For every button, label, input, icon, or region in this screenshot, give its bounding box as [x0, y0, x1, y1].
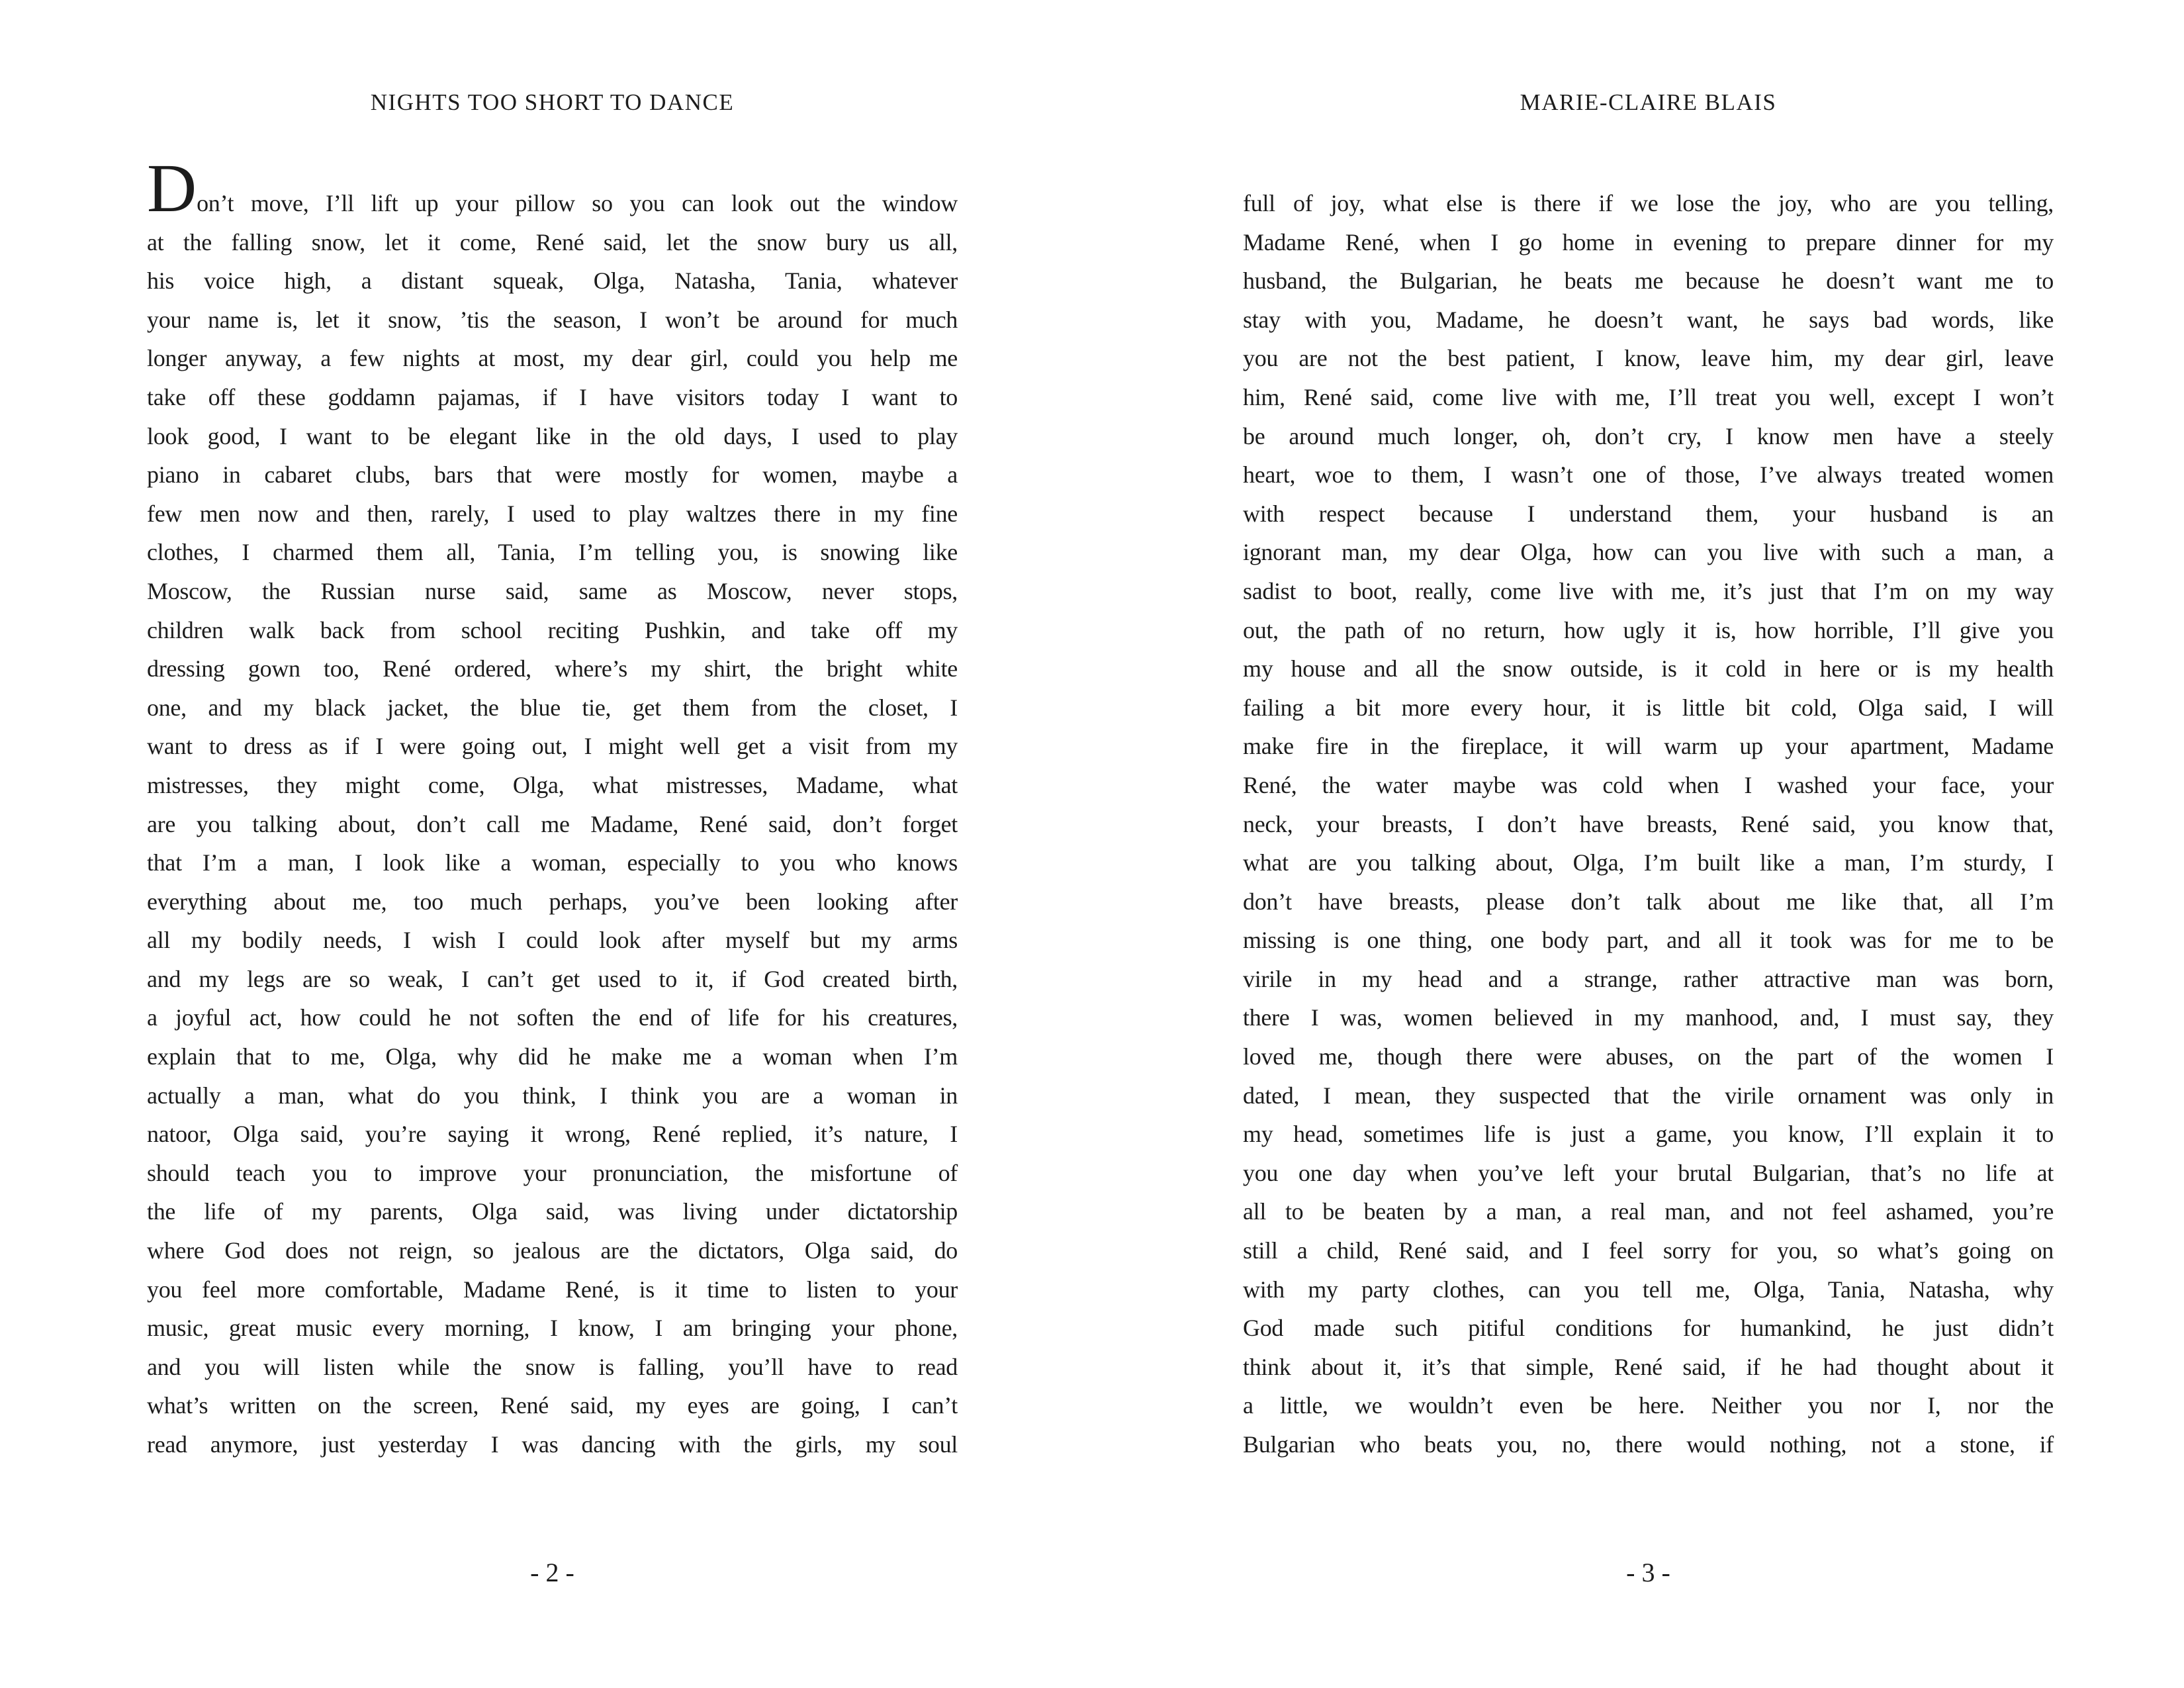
- text-line: virile in my head and a strange, rather attractive man was born,: [1243, 965, 2054, 992]
- text-line: sadist to boot, really, come live with me, it’s just that I’m on my way: [1243, 577, 2054, 604]
- text-line: René, the water maybe was cold when I washed your face, your: [1243, 771, 2054, 798]
- text-line: that I’m a man, I look like a woman, especially to you who knows: [147, 849, 958, 876]
- text-line: you feel more comfortable, Madame René, is it time to listen to your: [147, 1276, 958, 1303]
- text-line: and you will listen while the snow is falling, you’ll have to read: [147, 1353, 958, 1380]
- page-number-right: - 3 -: [1626, 1558, 1670, 1587]
- text-line: my head, sometimes life is just a game, you know, I’ll explain it to: [1243, 1121, 2054, 1148]
- text-line: one, and my black jacket, the blue tie, get them from the closet, I: [147, 694, 958, 721]
- text-line: want to dress as if I were going out, I might well get a visit from my: [147, 733, 958, 760]
- text-line: a little, we wouldn’t even be here. Neither you nor I, nor the: [1243, 1392, 2054, 1419]
- text-line: his voice high, a distant squeak, Olga, Natasha, Tania, whatever: [147, 267, 958, 295]
- text-line: you are not the best patient, I know, leave him, my dear girl, leave: [1243, 345, 2054, 372]
- text-line: all to be beaten by a man, a real man, and not feel ashamed, you’re: [1243, 1198, 2054, 1225]
- text-line: dressing gown too, René ordered, where’s my shirt, the bright white: [147, 655, 958, 682]
- text-line: what are you talking about, Olga, I’m built like a man, I’m sturdy, I: [1243, 849, 2054, 876]
- text-line: clothes, I charmed them all, Tania, I’m telling you, is snowing like: [147, 539, 958, 566]
- text-line: actually a man, what do you think, I think you are a woman in: [147, 1082, 958, 1109]
- text-line: mistresses, they might come, Olga, what mistresses, Madame, what: [147, 771, 958, 798]
- page-text-right: [1243, 184, 2054, 1464]
- text-line: read anymore, just yesterday I was dancing with the girls, my soul: [147, 1431, 958, 1458]
- text-line: should teach you to improve your pronunciation, the misfortune of: [147, 1159, 958, 1186]
- text-line: piano in cabaret clubs, bars that were mostly for women, maybe a: [147, 461, 958, 489]
- text-line: stay with you, Madame, he doesn’t want, he says bad words, like: [1243, 306, 2054, 333]
- text-line: don’t have breasts, please don’t talk about me like that, all I’m: [1243, 888, 2054, 915]
- text-line: Moscow, the Russian nurse said, same as Moscow, never stops,: [147, 577, 958, 604]
- text-line-first: [147, 150, 958, 226]
- text-line: dated, I mean, they suspected that the virile ornament was only in: [1243, 1082, 2054, 1109]
- text-line: missing is one thing, one body part, and all it took was for me to be: [1243, 927, 2054, 954]
- text-line: at the falling snow, let it come, René said, let the snow bury us all,: [147, 228, 958, 256]
- text-line: be around much longer, oh, don’t cry, I know men have a steely: [1243, 422, 2054, 449]
- text-line: all my bodily needs, I wish I could look after myself but my arms: [147, 927, 958, 954]
- text-line: you one day when you’ve left your brutal Bulgarian, that’s no life at: [1243, 1159, 2054, 1186]
- text-line: there I was, women believed in my manhood, and, I must say, they: [1243, 1004, 2054, 1031]
- text-line: ignorant man, my dear Olga, how can you live with such a man, a: [1243, 539, 2054, 566]
- text-line: where God does not reign, so jealous are the dictators, Olga said, do: [147, 1237, 958, 1264]
- text-line: my house and all the snow outside, is it cold in here or is my health: [1243, 655, 2054, 682]
- running-header-book-title: NIGHTS TOO SHORT TO DANCE: [370, 89, 735, 115]
- text-line: make fire in the fireplace, it will warm up your apartment, Madame: [1243, 733, 2054, 760]
- text-line: Bulgarian who beats you, no, there would nothing, not a stone, if: [1243, 1431, 2054, 1458]
- text-line: look good, I want to be elegant like in the old days, I used to play: [147, 422, 958, 449]
- text-line: a joyful act, how could he not soften the end of life for his creatures,: [147, 1004, 958, 1031]
- text-lines-right: [1243, 184, 2054, 1464]
- page-number-left: - 2 -: [530, 1558, 574, 1587]
- text-line: children walk back from school reciting Pushkin, and take off my: [147, 616, 958, 643]
- first-line-text: on’t move, I’ll lift up your pillow so you can look out the window: [197, 190, 958, 216]
- text-line: loved me, though there were abuses, on the part of the women I: [1243, 1043, 2054, 1070]
- text-line: take off these goddamn pajamas, if I have visitors today I want to: [147, 383, 958, 410]
- text-line: and my legs are so weak, I can’t get used to it, if God created birth,: [147, 965, 958, 992]
- text-line: explain that to me, Olga, why did he make me a woman when I’m: [147, 1043, 958, 1070]
- initial-raised-cap: D: [147, 150, 197, 226]
- page-text-left: [147, 150, 958, 1464]
- text-line: are you talking about, don’t call me Madame, René said, don’t forget: [147, 810, 958, 837]
- text-line: still a child, René said, and I feel sorry for you, so what’s going on: [1243, 1237, 2054, 1264]
- running-header-author-name: MARIE-CLAIRE BLAIS: [1520, 89, 1777, 115]
- text-line: out, the path of no return, how ugly it is, how horrible, I’ll give you: [1243, 616, 2054, 643]
- text-line: what’s written on the screen, René said, my eyes are going, I can’t: [147, 1392, 958, 1419]
- text-line: the life of my parents, Olga said, was living under dictatorship: [147, 1198, 958, 1225]
- page-right: [1243, 0, 2054, 1688]
- text-line: full of joy, what else is there if we lose the joy, who are you telling,: [1243, 190, 2054, 216]
- text-line: your name is, let it snow, ’tis the season, I won’t be around for much: [147, 306, 958, 333]
- text-line: music, great music every morning, I know, I am bringing your phone,: [147, 1315, 958, 1342]
- text-line: husband, the Bulgarian, he beats me because he doesn’t want me to: [1243, 267, 2054, 295]
- text-line: with respect because I understand them, your husband is an: [1243, 500, 2054, 527]
- page-left: [147, 0, 958, 1688]
- text-line: with my party clothes, can you tell me, Olga, Tania, Natasha, why: [1243, 1276, 2054, 1303]
- text-line: everything about me, too much perhaps, you’ve been looking after: [147, 888, 958, 915]
- text-line: think about it, it’s that simple, René said, if he had thought about it: [1243, 1353, 2054, 1380]
- text-line: God made such pitiful conditions for humankind, he just didn’t: [1243, 1315, 2054, 1342]
- text-line: Madame René, when I go home in evening to prepare dinner for my: [1243, 228, 2054, 256]
- text-line: heart, woe to them, I wasn’t one of those, I’ve always treated women: [1243, 461, 2054, 489]
- text-line: natoor, Olga said, you’re saying it wrong, René replied, it’s nature, I: [147, 1121, 958, 1148]
- text-line: few men now and then, rarely, I used to play waltzes there in my fine: [147, 500, 958, 527]
- text-lines-left: [147, 223, 958, 1464]
- text-line: neck, your breasts, I don’t have breasts, René said, you know that,: [1243, 810, 2054, 837]
- text-line: longer anyway, a few nights at most, my dear girl, could you help me: [147, 345, 958, 372]
- text-line: failing a bit more every hour, it is little bit cold, Olga said, I will: [1243, 694, 2054, 721]
- text-line: him, René said, come live with me, I’ll treat you well, except I won’t: [1243, 383, 2054, 410]
